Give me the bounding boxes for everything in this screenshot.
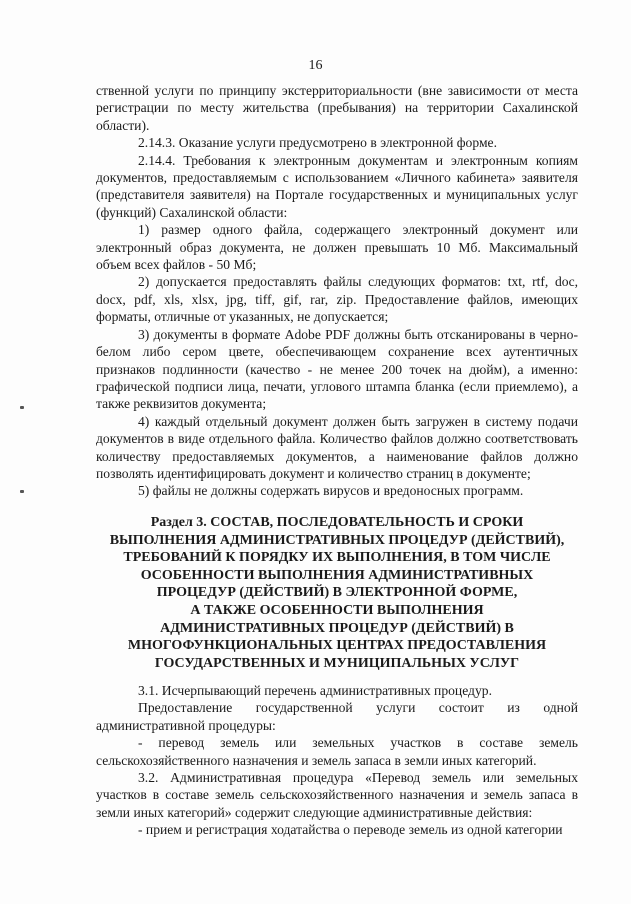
heading-line: МНОГОФУНКЦИОНАЛЬНЫХ ЦЕНТРАХ ПРЕДОСТАВЛЕНИЯ	[127, 638, 547, 654]
heading-line: ОСОБЕННОСТИ ВЫПОЛНЕНИЯ АДМИНИСТРАТИВНЫХ	[140, 567, 534, 583]
scan-speck	[20, 490, 24, 493]
paragraph: - прием и регистрация ходатайства о переводе земель из одной категории	[138, 822, 563, 838]
section-3-text	[96, 682, 578, 839]
heading-line: Раздел 3. СОСТАВ, ПОСЛЕДОВАТЕЛЬНОСТЬ И СРОКИ	[150, 515, 524, 530]
paragraph: 2.14.3. Оказание услуги предусмотрено в электронной форме.	[138, 135, 497, 151]
paragraph: 5) файлы не должны содержать вирусов и вредоносных программ.	[138, 483, 524, 499]
paragraph: 3.2. Административная процедура «Перевод земель или земельных участков в составе земель сельскохозяйственного назначения и земель запаса в земли иных категорий» содержит следующие административные действия:	[96, 770, 578, 820]
heading-line: ТРЕБОВАНИЙ К ПОРЯДКУ ИХ ВЫПОЛНЕНИЯ, В ТОМ ЧИСЛЕ	[123, 550, 551, 566]
heading-line: А ТАКЖЕ ОСОБЕННОСТИ ВЫПОЛНЕНИЯ	[190, 602, 484, 618]
heading-line: АДМИНИСТРАТИВНЫХ ПРОЦЕДУР (ДЕЙСТВИЙ) В	[160, 620, 514, 636]
paragraph: 3.1. Исчерпывающий перечень административных процедур.	[138, 683, 492, 698]
paragraph: 3) документы в формате Adobe PDF должны быть отсканированы в черно-белом либо сером цвете, обеспечивающем сохранение всех аутентичных признаков подлинности (качество - не менее 200 точек на дюйм), а именно: графической подписи лица, печати, углового штампа бланка (если приемлемо), а также реквизитов документа;	[96, 326, 578, 412]
paragraph: Предоставление государственной услуги состоит из одной административной процедуры:	[96, 700, 578, 733]
scan-speck	[20, 406, 24, 409]
paragraph: - перевод земель или земельных участков в составе земель сельскохозяйственного назначения и земель запаса в земли иных категорий.	[96, 735, 578, 768]
paragraph: 4) каждый отдельный документ должен быть загружен в систему подачи документов в виде отдельного файла. Количество файлов должно соответствовать количеству предоставляемых документов, а наименование файлов должно позволять идентифицировать документ и количество страниц в документе;	[96, 413, 578, 481]
heading-line: ГОСУДАРСТВЕННЫХ И МУНИЦИПАЛЬНЫХ УСЛУГ	[154, 655, 520, 671]
heading-line: ПРОЦЕДУР (ДЕЙСТВИЙ) В ЭЛЕКТРОННОЙ ФОРМЕ,	[156, 585, 518, 601]
paragraph: 2) допускается предоставлять файлы следующих форматов: txt, rtf, doc, docx, pdf, xls, xlsx, jpg, tiff, gif, rar, zip. Предоставление файлов, имеющих форматы, отличные от указанных, не допускается;	[96, 274, 578, 325]
page-number: 16	[308, 58, 323, 73]
body-text	[96, 82, 578, 500]
section-heading	[96, 514, 578, 672]
paragraph: ственной услуги по принципу экстерриториальности (вне зависимости от места регистрации по месту жительства (пребывания) на территории Сахалинской области).	[96, 83, 578, 133]
paragraph: 2.14.4. Требования к электронным документам и электронным копиям документов, предоставляемым с использованием «Личного кабинета» заявителя (представителя заявителя) на Портале государственных и муниципальных услуг (функций) Сахалинской области:	[96, 152, 578, 220]
heading-line: ВЫПОЛНЕНИЯ АДМИНИСТРАТИВНЫХ ПРОЦЕДУР (ДЕЙСТВИЙ),	[109, 532, 565, 548]
paragraph: 1) размер одного файла, содержащего электронный документ или электронный образ документа, не должен превышать 10 Мб. Максимальный объем всех файлов - 50 Мб;	[96, 222, 578, 273]
